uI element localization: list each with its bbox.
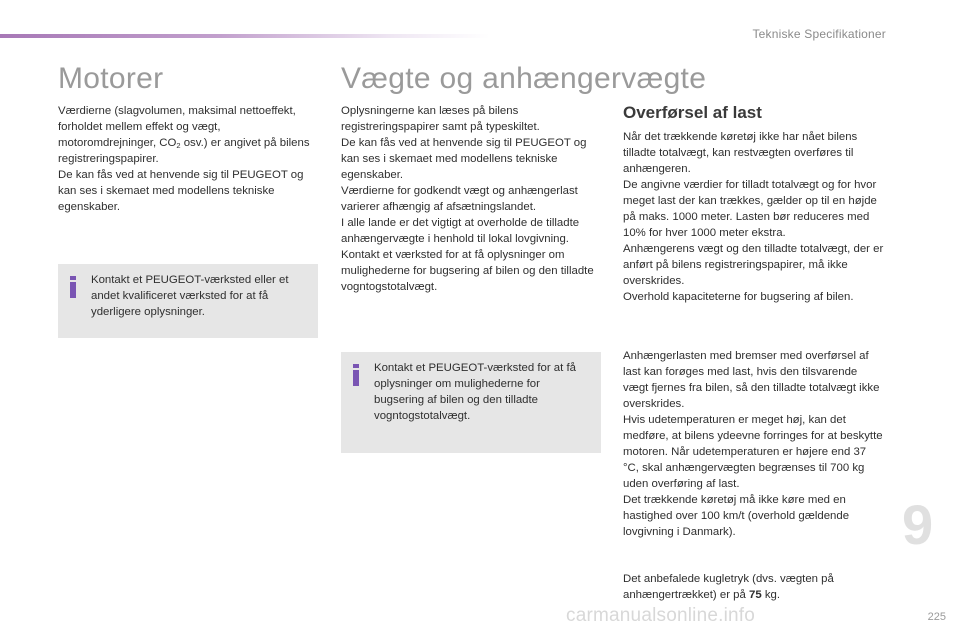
vaegte-paragraph: De kan fås ved at henvende sig til PEUGEOT og kan ses i skemaet med modellens tekniske egenskaber. bbox=[341, 137, 587, 181]
overfoersel-block-1 bbox=[623, 129, 885, 305]
chapter-number: 9 bbox=[902, 493, 934, 556]
kugletryk-text: Det anbefalede kugletryk (dvs. vægten på anhængertrækket) er på bbox=[623, 573, 834, 601]
section-title-vaegte: Vægte og anhængervægte bbox=[341, 62, 707, 95]
motorer-body bbox=[58, 103, 314, 215]
overfoersel-paragraph: De angivne værdier for tilladt totalvægt og for hvor meget last der kan trækkes, gælder op til en højde på maks. 1000 meter. Lasten bør reduceres med 10% for hver 1000 meter ekstra. bbox=[623, 179, 877, 239]
vaegte-info-text: Kontakt et PEUGEOT-værksted for at få oplysninger om mulighederne for bugsering af bilen og den tilladte vogntogstotalvægt. bbox=[374, 362, 576, 422]
motorer-text-part-2: osv.) er angivet på bilens registreringspapirer. bbox=[58, 137, 310, 165]
motorer-text-part-1: Værdierne (slagvolumen, maksimal nettoeffekt, forholdet mellem effekt og vægt, motoromdrejninger, CO bbox=[58, 105, 296, 149]
overfoersel-block-2 bbox=[623, 348, 885, 540]
vaegte-info-box bbox=[341, 352, 601, 453]
info-icon bbox=[68, 276, 78, 298]
header-rule bbox=[0, 34, 490, 38]
motorer-info-box bbox=[58, 264, 318, 338]
kugletryk-paragraph bbox=[623, 571, 885, 603]
vaegte-paragraph: Kontakt et værksted for at få oplysninger om mulighederne for bugsering af bilen og den tilladte vogntogstotalvægt. bbox=[341, 249, 594, 293]
section-title-motorer: Motorer bbox=[58, 62, 164, 95]
vaegte-paragraph: Oplysningerne kan læses på bilens registreringspapirer samt på typeskiltet. bbox=[341, 105, 540, 133]
page-number: 225 bbox=[927, 611, 946, 623]
overfoersel-paragraph: Overhold kapaciteterne for bugsering af bilen. bbox=[623, 291, 854, 303]
motorer-paragraph-1 bbox=[58, 103, 314, 167]
vaegte-body bbox=[341, 103, 603, 295]
overfoersel-paragraph: Hvis udetemperaturen er meget høj, kan det medføre, at bilens ydeevne forringes for at beskytte motoren. Når udetemperaturen er højere end 37 °C, skal anhængervægten begrænses til 700 kg uden overføring af last. bbox=[623, 414, 883, 490]
info-icon bbox=[351, 364, 361, 386]
motorer-info-text: Kontakt et PEUGEOT-værksted eller et andet kvalificeret værksted for at få yderligere oplysninger. bbox=[91, 274, 289, 318]
overfoersel-paragraph: Det trækkende køretøj må ikke køre med en hastighed over 100 km/t (overhold gældende lovgivning i Danmark). bbox=[623, 494, 850, 538]
kugletryk-unit: kg. bbox=[761, 589, 781, 601]
kugletryk-value: 75 bbox=[749, 589, 762, 601]
overfoersel-paragraph: Anhængerlasten med bremser med overførsel af last kan forøges med last, hvis den tilsvarende vægt fjernes fra bilen, så den tilladte totalvægt ikke overskrides. bbox=[623, 350, 880, 410]
chapter-title: Tekniske Specifikationer bbox=[752, 27, 886, 41]
subsection-title-overfoersel: Overførsel af last bbox=[623, 103, 762, 122]
co2-subscript: 2 bbox=[176, 141, 181, 150]
motorer-paragraph-2: De kan fås ved at henvende sig til PEUGEOT og kan ses i skemaet med modellens tekniske egenskaber. bbox=[58, 169, 304, 213]
overfoersel-paragraph: Når det trækkende køretøj ikke har nået bilens tilladte totalvægt, kan restvægten overføres til anhængeren. bbox=[623, 131, 858, 175]
overfoersel-paragraph: Anhængerens vægt og den tilladte totalvægt, der er anført på bilens registreringspapirer, må ikke overskrides. bbox=[623, 243, 884, 287]
overfoersel-block-3 bbox=[623, 571, 885, 603]
vaegte-paragraph: Værdierne for godkendt vægt og anhængerlast varierer afhængig af afsætningslandet. bbox=[341, 185, 578, 213]
watermark: carmanualsonline.info bbox=[566, 605, 756, 626]
vaegte-paragraph: I alle lande er det vigtigt at overholde de tilladte anhængervægte i henhold til lokal lovgivning. bbox=[341, 217, 580, 245]
